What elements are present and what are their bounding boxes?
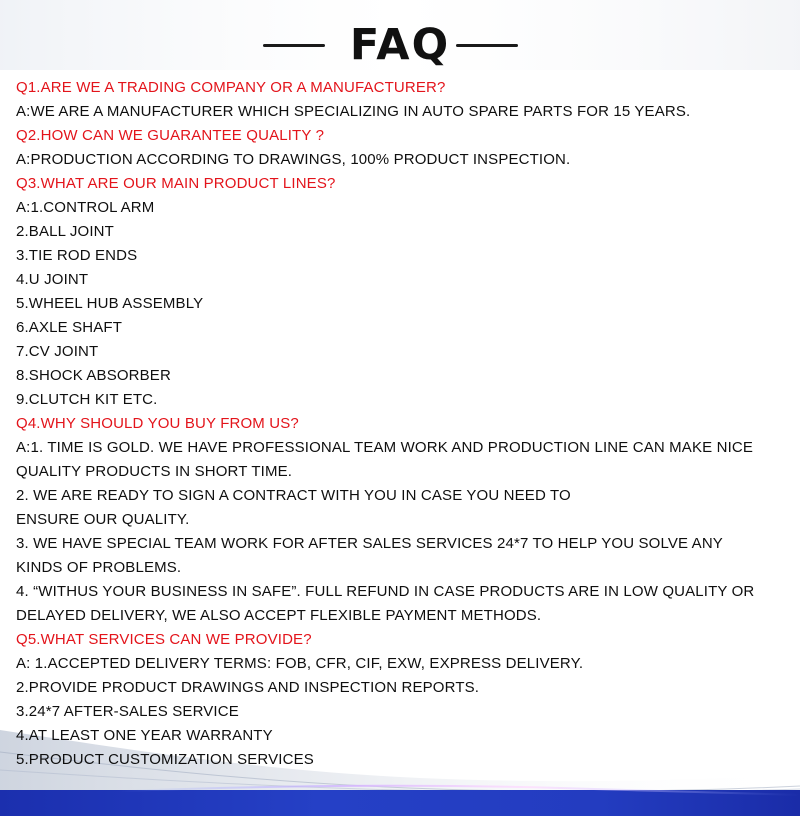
- faq-answer-line: 2. WE ARE READY TO SIGN A CONTRACT WITH YOU IN CASE YOU NEED TO: [16, 487, 571, 504]
- faq-answer-line: 3. WE HAVE SPECIAL TEAM WORK FOR AFTER SALES SERVICES 24*7 TO HELP YOU SOLVE ANY: [16, 535, 723, 552]
- faq-list: [16, 76, 791, 772]
- faq-answer-line: KINDS OF PROBLEMS.: [16, 559, 182, 576]
- faq-answer-line: A:PRODUCTION ACCORDING TO DRAWINGS, 100% PRODUCT INSPECTION.: [16, 151, 571, 168]
- faq-question: Q5.WHAT SERVICES CAN WE PROVIDE?: [16, 631, 312, 648]
- faq-answer-line: A: 1.ACCEPTED DELIVERY TERMS: FOB, CFR, CIF, EXW, EXPRESS DELIVERY.: [16, 655, 584, 672]
- faq-answer-line: A:WE ARE A MANUFACTURER WHICH SPECIALIZING IN AUTO SPARE PARTS FOR 15 YEARS.: [16, 103, 691, 120]
- title-rule-right: [456, 44, 518, 47]
- faq-answer-line: 9.CLUTCH KIT ETC.: [16, 391, 158, 408]
- faq-answer-line: DELAYED DELIVERY, WE ALSO ACCEPT FLEXIBLE PAYMENT METHODS.: [16, 607, 542, 624]
- faq-answer-line: 3.24*7 AFTER-SALES SERVICE: [16, 703, 239, 720]
- faq-question: Q2.HOW CAN WE GUARANTEE QUALITY ?: [16, 127, 325, 144]
- faq-answer-line: A:1.CONTROL ARM: [16, 199, 155, 216]
- faq-answer-line: 5.WHEEL HUB ASSEMBLY: [16, 295, 204, 312]
- faq-answer-line: 6.AXLE SHAFT: [16, 319, 123, 336]
- faq-answer-line: ENSURE OUR QUALITY.: [16, 511, 190, 528]
- faq-answer-line: 8.SHOCK ABSORBER: [16, 367, 171, 384]
- faq-question: Q1.ARE WE A TRADING COMPANY OR A MANUFACTURER?: [16, 79, 446, 96]
- page-title: FAQ: [349, 20, 451, 70]
- faq-question: Q4.WHY SHOULD YOU BUY FROM US?: [16, 415, 299, 432]
- faq-answer-line: QUALITY PRODUCTS IN SHORT TIME.: [16, 463, 293, 480]
- faq-header: [0, 18, 800, 74]
- faq-answer-line: 7.CV JOINT: [16, 343, 99, 360]
- faq-answer-line: 4.AT LEAST ONE YEAR WARRANTY: [16, 727, 273, 744]
- faq-answer-line: 2.PROVIDE PRODUCT DRAWINGS AND INSPECTION REPORTS.: [16, 679, 480, 696]
- faq-answer-line: A:1. TIME IS GOLD. WE HAVE PROFESSIONAL TEAM WORK AND PRODUCTION LINE CAN MAKE NICE: [16, 439, 754, 456]
- faq-question: Q3.WHAT ARE OUR MAIN PRODUCT LINES?: [16, 175, 336, 192]
- faq-answer-line: 4. “WITHUS YOUR BUSINESS IN SAFE”. FULL REFUND IN CASE PRODUCTS ARE IN LOW QUALITY OR: [16, 583, 755, 600]
- faq-answer-line: 5.PRODUCT CUSTOMIZATION SERVICES: [16, 751, 314, 768]
- faq-answer-line: 4.U JOINT: [16, 271, 89, 288]
- faq-answer-line: 3.TIE ROD ENDS: [16, 247, 138, 264]
- faq-answer-line: 2.BALL JOINT: [16, 223, 114, 240]
